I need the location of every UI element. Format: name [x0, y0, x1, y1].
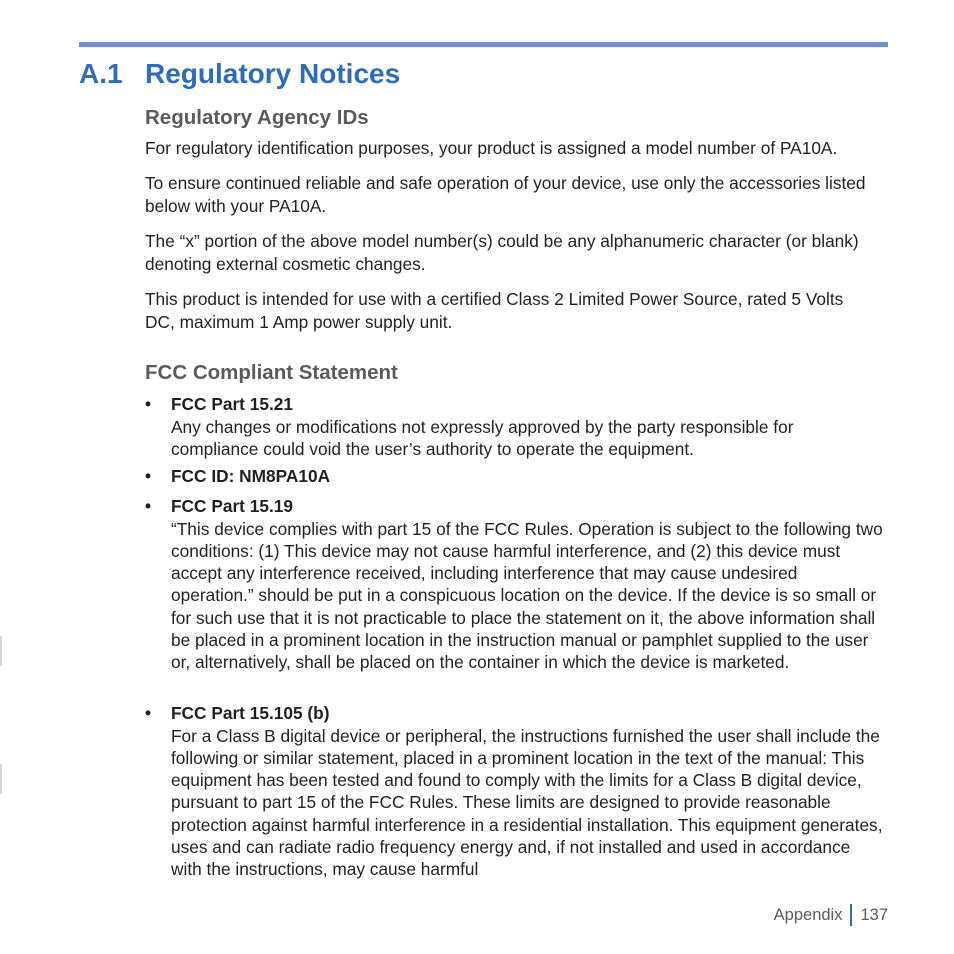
footer-section-label: Appendix [773, 906, 843, 924]
paragraph-accessories: To ensure continued reliable and safe operation of your device, use only the accessories listed below with your PA10A. [145, 173, 866, 216]
list-item-title: FCC Part 15.21 [171, 394, 293, 414]
chapter-title-text: Regulatory Notices [145, 58, 401, 89]
section-heading-agency-ids: Regulatory Agency IDs [145, 106, 369, 129]
paragraph-model-x: The “x” portion of the above model number(s) could be any alphanumeric character (or blank) denoting external cosmetic changes. [145, 231, 859, 274]
margin-mark [0, 764, 2, 794]
chapter-title [79, 56, 400, 92]
list-item-title: FCC Part 15.19 [171, 496, 293, 516]
list-item-title: FCC Part 15.105 (b) [171, 703, 330, 723]
bullet-icon: • [145, 703, 152, 723]
bullet-icon: • [145, 394, 152, 414]
paragraph-model-number: For regulatory identification purposes, your product is assigned a model number of PA10A. [145, 138, 838, 158]
list-item-body: “This device complies with part 15 of the FCC Rules. Operation is subject to the following two conditions: (1) This device may not cause harmful interference, and (2) this device must accept any interference received, including interference that may cause undesired operation.” should be put in a conspicuous location on the device. If the device is so small or for such use that it is not practicable to place the statement on it, the above information shall be placed in a prominent location in the instruction manual or pamphlet supplied to the user or, alternatively, shall be placed on the container in which the device is marketed. [171, 518, 883, 673]
footer-divider [850, 904, 852, 926]
margin-mark [0, 636, 2, 666]
page-footer [774, 904, 888, 927]
list-item-body: Any changes or modifications not expressly approved by the party responsible for compliance could void the user’s authority to operate the equipment. [171, 416, 794, 459]
paragraph-power-source: This product is intended for use with a certified Class 2 Limited Power Source, rated 5 Volts DC, maximum 1 Amp power supply unit. [145, 289, 844, 332]
bullet-icon: • [145, 496, 152, 516]
header-rule [79, 42, 888, 47]
chapter-number: A.1 [79, 58, 123, 89]
bullet-icon: • [145, 466, 152, 486]
page-number: 137 [860, 906, 888, 924]
list-item-title: FCC ID: NM8PA10A [171, 466, 331, 486]
list-item-body: For a Class B digital device or peripheral, the instructions furnished the user shall include the following or similar statement, placed in a prominent location in the text of the manual: This equipment has been tested and found to comply with the limits for a Class B digital device, pursuant to part 15 of the FCC Rules. These limits are designed to provide reasonable protection against harmful interference in a residential installation. This equipment generates, uses and can radiate radio frequency energy and, if not installed and used in accordance with the instructions, may cause harmful [171, 725, 883, 880]
section-heading-fcc: FCC Compliant Statement [145, 361, 398, 384]
